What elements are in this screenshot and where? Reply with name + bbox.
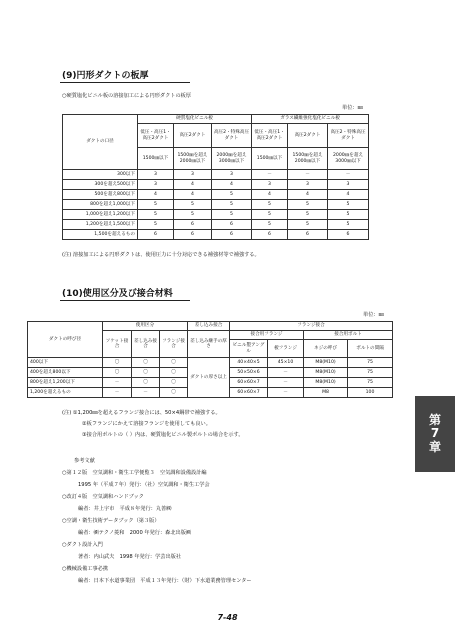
chapter-tab-char: 章 xyxy=(428,439,441,454)
subcol: 高圧2ダクト xyxy=(288,124,328,148)
cell: 3 xyxy=(138,170,174,180)
thick-header: 差し込み継手の厚さ xyxy=(188,331,230,358)
cell: 5 xyxy=(138,200,174,210)
cell: 6 xyxy=(288,230,328,240)
page-number: 7-48 xyxy=(217,613,238,622)
row-size: 1,200を超え1,500以下 xyxy=(63,220,138,230)
cell: 6 xyxy=(212,230,252,240)
cell: － xyxy=(103,388,132,398)
row-size: 400を超え800以下 xyxy=(28,368,103,378)
cell: 100 xyxy=(348,388,393,398)
group-frp: ガラス繊維強化塩化ビニル板 xyxy=(252,115,369,124)
cell: 6 xyxy=(138,230,174,240)
flange-header: フランジ接合 xyxy=(230,322,393,331)
cell: 〇 xyxy=(160,378,188,388)
chapter-tab-char: 第 xyxy=(428,413,441,428)
flange-col: ネジの呼び xyxy=(304,340,348,358)
cell: － xyxy=(268,378,304,388)
row-size: 1,500を超えるもの xyxy=(63,230,138,240)
cell: 5 xyxy=(288,210,328,220)
duct-thickness-table xyxy=(62,114,369,240)
section10-note-1: (注) ①1,200㎜を超えるフランジ接合には、50×4鋼帯で補強する。 xyxy=(62,410,221,416)
section10-heading-rule xyxy=(60,300,190,301)
cell: M8(M10) xyxy=(304,358,348,368)
flange-col: 板フランジ xyxy=(268,340,304,358)
cell: 〇 xyxy=(160,358,188,368)
usage-col: フランジ接合 xyxy=(160,331,188,358)
cell: 5 xyxy=(174,200,212,210)
section10-note-3: ③接合用ボルトの（ ）内は、硬質塩化ビニル製ボルトの場合を示す。 xyxy=(82,432,244,438)
section10-unit: 単位：㎜ xyxy=(363,312,384,318)
length: 2000㎜を超え3000㎜以下 xyxy=(328,148,369,170)
cell: 6 xyxy=(252,230,288,240)
thick-value: ダクトの厚さ以上 xyxy=(188,358,230,398)
reference-line: ○改訂４版 空気調和ハンドブック xyxy=(62,494,144,500)
subcol: 低圧・高圧1・高圧2ダクト xyxy=(252,124,288,148)
reference-line: ○ダクト設計入門 xyxy=(62,542,103,548)
row-size: 300を超え500以下 xyxy=(63,180,138,190)
reference-line: ○空調・衛生技術データブック（第３版） xyxy=(62,518,160,524)
cell: 6 xyxy=(328,230,369,240)
reference-line: 1995 年（平成７年）発行：（社）空気調和・衛生工学会 xyxy=(78,482,210,488)
cell: 〇 xyxy=(103,368,132,378)
cell: 5 xyxy=(252,210,288,220)
subcol: 高圧2・特殊高圧ダクト xyxy=(328,124,369,148)
cell: 75 xyxy=(348,358,393,368)
cell: 5 xyxy=(138,220,174,230)
flange-group: 接合用フランジ xyxy=(230,331,304,340)
cell: M8(M10) xyxy=(304,368,348,378)
cell: 5 xyxy=(288,200,328,210)
references-title: 参考文献 xyxy=(74,458,95,464)
reference-line: ○機械設備工事必携 xyxy=(62,566,109,572)
cell: 3 xyxy=(252,180,288,190)
cell: 3 xyxy=(174,170,212,180)
cell: － xyxy=(328,170,369,180)
cell: 6 xyxy=(174,220,212,230)
flange-col: ボルトの間隔 xyxy=(348,340,393,358)
cell: 5 xyxy=(328,200,369,210)
cell: 4 xyxy=(174,190,212,200)
subcol: 低圧・高圧1・高圧2ダクト xyxy=(138,124,174,148)
cell: 3 xyxy=(212,170,252,180)
sashikomi-header: 差し込み接合 xyxy=(188,322,230,331)
length: 2000㎜を超え3000㎜以下 xyxy=(212,148,252,170)
cell: 〇 xyxy=(132,378,160,388)
cell: 6 xyxy=(212,220,252,230)
rowhead: ダクトの口径 xyxy=(63,115,138,170)
cell: 4 xyxy=(252,190,288,200)
reference-line: 編者：㈱テクノ菱和 2000 年発行：森北出版㈱ xyxy=(78,530,192,536)
cell: M8(M10) xyxy=(304,378,348,388)
cell: 4 xyxy=(288,190,328,200)
rowhead: ダクトの呼び径 xyxy=(28,322,103,358)
row-size: 800を超え1,200以下 xyxy=(28,378,103,388)
joint-table xyxy=(27,321,393,398)
length: 1500㎜を超え2000㎜以下 xyxy=(174,148,212,170)
cell: － xyxy=(132,388,160,398)
cell: 5 xyxy=(212,210,252,220)
cell: 5 xyxy=(174,210,212,220)
row-size: 800を超え1,000以下 xyxy=(63,200,138,210)
cell: 5 xyxy=(328,210,369,220)
cell: 5 xyxy=(252,200,288,210)
section9-heading: (9)円形ダクトの板厚 xyxy=(62,71,149,81)
length: 1500㎜を超え2000㎜以下 xyxy=(288,148,328,170)
cell: 5 xyxy=(328,220,369,230)
row-size: 500を超え800以下 xyxy=(63,190,138,200)
usage-col: 差し込み接合 xyxy=(132,331,160,358)
section10-note-2: ②板フランジにかえて溶接フランジを使用しても良い。 xyxy=(82,421,211,427)
cell: 〇 xyxy=(132,368,160,378)
reference-line: 著者：内山武夫 1998 年発行：学芸出版社 xyxy=(78,554,182,560)
row-size: 1,200を超えるもの xyxy=(28,388,103,398)
length: 1500㎜以下 xyxy=(138,148,174,170)
chapter-tab-number: 7 xyxy=(430,426,440,441)
cell: 4 xyxy=(328,190,369,200)
section9-heading-rule xyxy=(60,82,190,83)
cell: 50×50×6 xyxy=(230,368,268,378)
cell: 〇 xyxy=(103,358,132,368)
cell: － xyxy=(252,170,288,180)
cell: 45×10 xyxy=(268,358,304,368)
cell: 75 xyxy=(348,368,393,378)
cell: 60×60×7 xyxy=(230,378,268,388)
row-size: 400以下 xyxy=(28,358,103,368)
cell: 〇 xyxy=(160,368,188,378)
cell: 5 xyxy=(252,220,288,230)
cell: 5 xyxy=(212,200,252,210)
chapter-tab xyxy=(415,396,455,472)
section9-footnote: (注) 溶接加工による円形ダクトは、使用圧力に十分対応できる補強材等で補強する。 xyxy=(62,252,260,258)
cell: － xyxy=(268,368,304,378)
cell: 4 xyxy=(138,190,174,200)
cell: 4 xyxy=(212,180,252,190)
section9-note: ○硬質塩化ビニル板の溶接加工による円形ダクトの板厚 xyxy=(62,93,192,99)
cell: 〇 xyxy=(132,358,160,368)
section10-heading: (10)使用区分及び接合材料 xyxy=(62,289,173,299)
cell: 6 xyxy=(174,230,212,240)
group-pvc: 硬質塩化ビニル板 xyxy=(138,115,252,124)
cell: 5 xyxy=(288,220,328,230)
cell: 〇 xyxy=(160,388,188,398)
cell: 3 xyxy=(138,180,174,190)
flange-col: ビニル製アングル xyxy=(230,340,268,358)
subcol: 高圧2・特殊高圧ダクト xyxy=(212,124,252,148)
cell: － xyxy=(103,378,132,388)
reference-line: 編者：日本下水道事業団 平成１３年発行：（財）下水道業務管理センター xyxy=(78,578,252,584)
reference-line: 編者：井上宇市 平成８年発行：丸善㈱ xyxy=(78,506,172,512)
cell: 3 xyxy=(288,180,328,190)
cell: 4 xyxy=(174,180,212,190)
subcol: 高圧2ダクト xyxy=(174,124,212,148)
cell: － xyxy=(268,388,304,398)
row-size: 1,000を超え1,200以下 xyxy=(63,210,138,220)
section9-unit: 単位：㎜ xyxy=(342,105,363,111)
cell: 5 xyxy=(212,190,252,200)
cell: 40×40×5 xyxy=(230,358,268,368)
reference-line: ○第１２版 空気調和・衛生工学便覧３ 空気調和設備設計編 xyxy=(62,470,207,476)
row-size: 300以下 xyxy=(63,170,138,180)
cell: 5 xyxy=(138,210,174,220)
flange-group: 接合用ボルト xyxy=(304,331,393,340)
usage-col: ソケット接合 xyxy=(103,331,132,358)
length: 1500㎜以下 xyxy=(252,148,288,170)
cell: M8 xyxy=(304,388,348,398)
cell: － xyxy=(288,170,328,180)
usage-header: 使用区分 xyxy=(103,322,188,331)
cell: 75 xyxy=(348,378,393,388)
cell: 60×60×7 xyxy=(230,388,268,398)
cell: 3 xyxy=(328,180,369,190)
